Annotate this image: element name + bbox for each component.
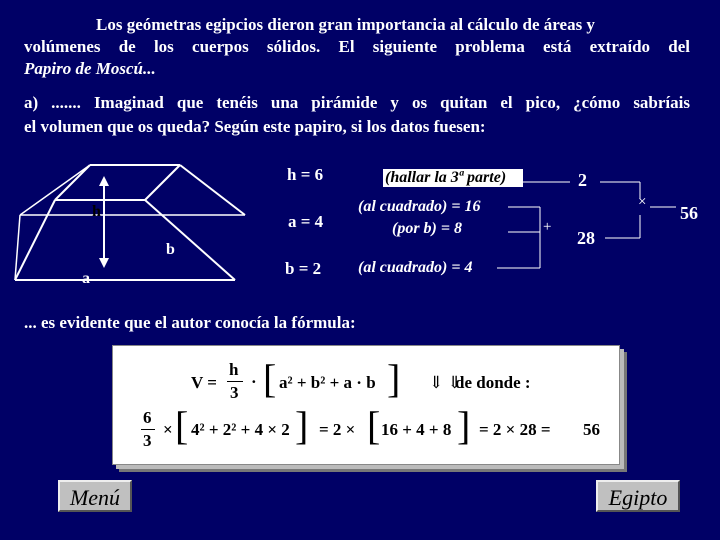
formula-box [112, 345, 620, 465]
final-result: 56 [680, 203, 698, 223]
conclusion-text: ... es evidente que el autor conocía la fórmula: [24, 313, 356, 332]
sum-result: 28 [577, 228, 595, 248]
bracket-close-2: ] [295, 403, 309, 448]
bracket-open-1: [ [263, 356, 277, 401]
fraction-bar-1 [227, 381, 243, 382]
formula-h-numerator: h [229, 360, 239, 379]
value-a: a = 4 [288, 212, 324, 231]
formula-inner-general: a² + b² + a · b [279, 373, 376, 392]
step-third: (hallar la 3ª parte) [383, 169, 523, 187]
formula-denominator-3: 3 [230, 383, 239, 402]
formula-eq-2: = 2 × 28 = [479, 420, 551, 439]
formula-dot: · [251, 372, 257, 391]
formula-result: 56 [583, 420, 600, 439]
formula-eq-1: = 2 × [319, 420, 356, 439]
formula-arrows: ⇓ ⇓ [429, 373, 462, 392]
label-h: h [92, 203, 101, 220]
formula-v-eq: V = [191, 373, 217, 392]
formula-six: 6 [143, 408, 152, 427]
bracket-open-2: [ [175, 403, 189, 448]
value-h: h = 6 [287, 165, 324, 184]
formula-inner-sum: 16 + 4 + 8 [381, 420, 452, 439]
value-b: b = 2 [285, 259, 322, 278]
question-line-2: el volumen que os queda? Según este papiro, si los datos fuesen: [24, 117, 486, 136]
sum-operator: + [543, 219, 552, 235]
step-square-a: (al cuadrado) = 16 [358, 198, 481, 215]
question-line-1: a) ....... Imaginad que tenéis una pirámide y os quitan el pico, ¿cómo sabríais [24, 93, 690, 112]
fraction-bar-2 [141, 429, 155, 430]
multiply-operator: × [638, 194, 647, 210]
egipto-button[interactable]: Egipto [596, 480, 680, 512]
bracket-open-3: [ [367, 403, 381, 448]
step-product: (por b) = 8 [392, 220, 462, 237]
formula-inner-numeric: 4² + 2² + 4 × 2 [191, 420, 290, 439]
bracket-close-3: ] [457, 403, 471, 448]
formula-times: × [163, 420, 173, 439]
result-third: 2 [578, 170, 587, 190]
intro-line-2: volúmenes de los cuerpos sólidos. El siguiente problema está extraído del [24, 37, 690, 56]
formula-de-donde: de donde : [455, 373, 531, 392]
intro-line-1: Los geómetras egipcios dieron gran importancia al cálculo de áreas y [96, 15, 595, 34]
bracket-close-1: ] [387, 356, 401, 401]
step-square-b: (al cuadrado) = 4 [358, 259, 473, 276]
formula-three: 3 [143, 431, 152, 450]
label-a: a [82, 270, 90, 287]
label-b: b [166, 241, 175, 258]
menu-button[interactable]: Menú [58, 480, 132, 512]
intro-line-3: Papiro de Moscú... [24, 59, 156, 78]
